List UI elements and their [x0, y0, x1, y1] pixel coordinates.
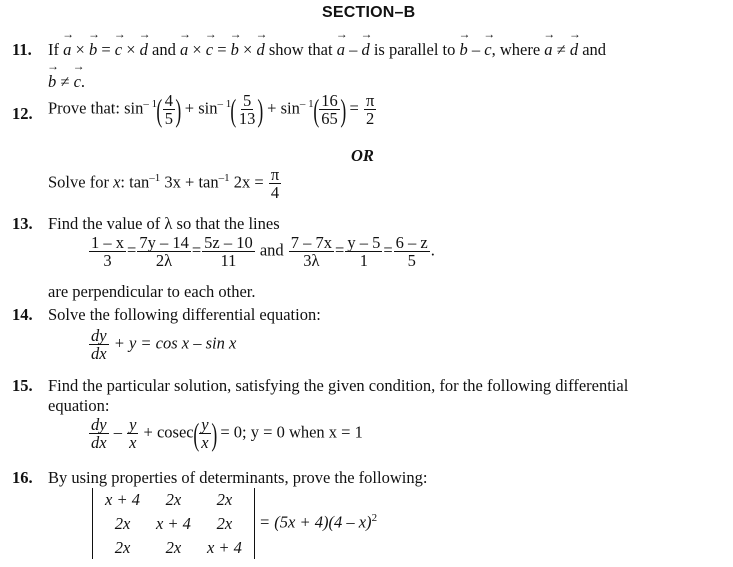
vector-d: → d	[140, 40, 148, 60]
fraction-16-65: $\frac{16}{65}$	[321, 91, 338, 129]
q11-parallel-to: is parallel to	[373, 40, 456, 59]
cross-sign: ×	[243, 40, 253, 59]
inverse-superscript: – 1	[143, 98, 158, 111]
vector-c: → c	[74, 72, 81, 92]
q12-prove-that: Prove that:	[48, 98, 120, 118]
question-11-line1	[48, 40, 606, 60]
vector-c: → c	[484, 40, 491, 60]
question-15-number: 15.	[12, 376, 33, 395]
tan-term-2: 2x =	[233, 172, 264, 192]
tan-term: 3x + tan	[164, 172, 219, 192]
question-13-equation: $\frac{1 - x}{3}$ = $\frac{7y - 14}{2\lambda}$ = $\frac{5z - 10}{11}$ and $\frac{7 - 7x}{3\lambda}$ = $\frac{y - 5}{1}$ = $\frac{6 - z}{5}$ .	[91, 233, 435, 271]
question-14-number: 14.	[12, 305, 33, 324]
q11-where: , where	[491, 40, 541, 59]
question-11-number: 11.	[12, 40, 32, 59]
question-12-alternate: Solve for x: $\tan^{-1} 3x + \tan^{-1} 2x$ = $\frac{\pi}{4}$	[48, 165, 280, 203]
determinant-result: = (5x + 4)(4 – x)	[259, 512, 372, 532]
inverse-superscript: –1	[149, 172, 161, 185]
matrix-row: 2x x + 4 2x	[114, 513, 233, 533]
question-16-line1: By using properties of determinants, prove the following:	[48, 468, 428, 487]
fraction-pi-4: $\frac{\pi}{4}$	[270, 165, 280, 203]
vector-b: → b	[460, 40, 468, 60]
cosec-function: + cosec	[143, 422, 194, 442]
inverse-superscript: – 1	[299, 98, 314, 111]
solve-for: Solve for	[48, 172, 109, 192]
vector-b: → b	[231, 40, 239, 60]
equals-sign: =	[101, 40, 111, 59]
matrix-row: 2x 2x x + 4	[114, 537, 242, 557]
question-12-number: 12.	[12, 104, 33, 123]
vector-b: → b	[48, 72, 56, 92]
period: .	[80, 72, 86, 91]
fraction-pi-2: $\frac{\pi}{2}$	[365, 91, 375, 129]
sin-function: sin	[124, 98, 144, 118]
equals-sign: =	[349, 98, 359, 118]
or-separator: OR	[351, 146, 374, 165]
fraction-5-13: $\frac{5}{13}$	[238, 91, 256, 129]
question-12-equation: Prove that: $\sin^{- 1}$( $\frac{4}{5}$ ) + $\sin^{- 1}$( $\frac{5}{13}$ ) + $\sin^{- 1}$( $\frac{16}{65}$ ) = $\frac{\pi}{2}$	[48, 91, 375, 129]
vector-d: → d	[361, 40, 369, 60]
question-15-line1: Find the particular solution, satisfying the given condition, for the following differential	[48, 376, 629, 395]
q15-condition: = 0; y = 0 when x = 1	[220, 422, 363, 442]
cross-sign: ×	[192, 40, 202, 59]
vector-a: → a	[180, 40, 188, 60]
inverse-superscript: –1	[218, 172, 230, 185]
fraction-4-5: $\frac{4}{5}$	[164, 91, 173, 129]
question-15-line2: equation:	[48, 396, 110, 415]
vector-a: → a	[544, 40, 552, 60]
matrix-row: x + 4 2x 2x	[105, 490, 233, 509]
question-13-number: 13.	[12, 214, 33, 233]
question-16-equation	[92, 488, 377, 559]
question-13-line1: Find the value of λ so that the lines	[48, 214, 280, 233]
not-equal-sign: ≠	[556, 40, 566, 59]
q11-show-that: show that	[268, 40, 333, 59]
vector-d: → d	[256, 40, 264, 60]
q13-and: and	[259, 240, 284, 260]
q11-and: and	[152, 40, 176, 59]
minus-sign: –	[471, 40, 481, 59]
vector-a: → a	[337, 40, 345, 60]
square-superscript: 2	[371, 511, 378, 524]
section-heading: SECTION–B	[322, 4, 416, 21]
question-15-equation: $\frac{dy}{dx}$ – $\frac{y}{x}$ + cosec( $\frac{y}{x}$ ) = 0; y = 0 when x = 1	[91, 415, 363, 453]
minus-sign: –	[349, 40, 358, 59]
q11-if: If	[48, 40, 59, 59]
variable-x: x	[113, 172, 121, 192]
plus-sin: + sin	[267, 98, 300, 118]
plus-sin: + sin	[184, 98, 218, 118]
determinant	[92, 488, 255, 559]
question-14-equation: $\frac{dy}{dx}$ + y = cos x – sin x	[91, 326, 237, 364]
question-11-line2	[48, 72, 85, 92]
q11-and: and	[582, 40, 607, 59]
cross-sign: ×	[75, 40, 85, 59]
vector-a: → a	[63, 40, 71, 60]
vector-c: → c	[115, 40, 122, 60]
tan-function: tan	[129, 172, 150, 192]
not-equal-sign: ≠	[60, 72, 70, 91]
question-13-line3: are perpendicular to each other.	[48, 282, 256, 301]
vector-d: → d	[570, 40, 578, 60]
equals-sign: =	[217, 40, 227, 59]
vector-b: → b	[89, 40, 97, 60]
question-16-number: 16.	[12, 468, 33, 487]
q14-rhs: + y = cos x – sin x	[113, 333, 237, 353]
question-14-line1: Solve the following differential equation:	[48, 305, 321, 324]
inverse-superscript: – 1	[217, 98, 232, 111]
cross-sign: ×	[126, 40, 136, 59]
vector-c: → c	[206, 40, 213, 60]
